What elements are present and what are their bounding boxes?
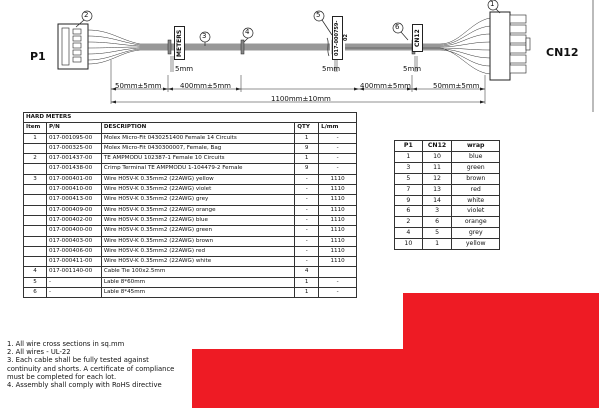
bom-row <box>24 164 357 174</box>
bom-row <box>24 257 357 267</box>
pinout-cell-cn12: 10 <box>422 151 452 162</box>
pinout-cell-p1: 9 <box>395 195 423 206</box>
bom-row <box>24 174 357 184</box>
bom-row <box>24 133 357 143</box>
bom-cell-qty: - <box>295 185 319 195</box>
bom-cell-item <box>24 164 47 174</box>
bom-row <box>24 154 357 164</box>
bom-row <box>24 143 357 153</box>
cable-label-cn12: CN12 <box>412 24 423 52</box>
bom-cell-qty: - <box>295 236 319 246</box>
note-line: 4. Assembly shall comply with RoHS directive <box>7 381 162 390</box>
bom-cell-qty: 1 <box>295 154 319 164</box>
bom-row <box>24 246 357 256</box>
bom-cell-item <box>24 143 47 153</box>
bom-cell-length: 1110 <box>319 215 357 225</box>
bom-cell-pn: 017-000403-00 <box>46 236 101 246</box>
dim-right-end: 50mm±5mm <box>433 82 480 90</box>
pinout-cell-wrap: brown <box>452 173 500 184</box>
bom-cell-qty: 1 <box>295 277 319 287</box>
bom-cell-description: Crimp Terminal TE AMPMODU 1-104479-2 Female <box>101 164 294 174</box>
bom-cell-pn: 017-000400-00 <box>46 226 101 236</box>
bom-cell-pn: 017-001438-00 <box>46 164 101 174</box>
bom-cell-qty: 9 <box>295 143 319 153</box>
bom-cell-length: 1110 <box>319 174 357 184</box>
bom-cell-length: - <box>319 288 357 298</box>
tie-spacing-3: 5mm <box>403 65 422 73</box>
bom-cell-length: - <box>319 277 357 287</box>
pinout-cell-wrap: white <box>452 195 500 206</box>
bom-cell-item <box>24 226 47 236</box>
pinout-cell-p1: 6 <box>395 206 423 217</box>
pinout-cell-cn12: 12 <box>422 173 452 184</box>
pinout-row <box>395 184 500 195</box>
bom-header-qty: QTY <box>295 123 319 133</box>
pinout-row <box>395 206 500 217</box>
bom-cell-description: Lable 8*45mm <box>101 288 294 298</box>
pinout-row <box>395 228 500 239</box>
bom-cell-item <box>24 195 47 205</box>
bom-cell-length: 1110 <box>319 226 357 236</box>
pinout-cell-wrap: yellow <box>452 239 500 250</box>
bom-cell-pn: 017-000401-00 <box>46 174 101 184</box>
bom-cell-qty: 4 <box>295 267 319 277</box>
bom-cell-qty: - <box>295 226 319 236</box>
bom-header-description: DESCRIPTION <box>101 123 294 133</box>
bom-cell-description: Wire H05V-K 0.35mm2 (22AWG) yellow <box>101 174 294 184</box>
note-line: must be completed for each lot. <box>7 372 117 381</box>
bom-cell-description: Wire H05V-K 0.35mm2 (22AWG) green <box>101 226 294 236</box>
bom-cell-description: Wire H05V-K 0.35mm2 (22AWG) violet <box>101 185 294 195</box>
bom-cell-length: 1110 <box>319 195 357 205</box>
pinout-cell-p1: 10 <box>395 239 423 250</box>
bom-cell-length: - <box>319 164 357 174</box>
bom-header-length: L/mm <box>319 123 357 133</box>
bom-cell-description: Molex Micro-Fit 0430251400 Female 14 Circuits <box>101 133 294 143</box>
red-overlay-block-lower <box>192 349 404 408</box>
bom-cell-item: 3 <box>24 174 47 184</box>
balloon-1: 1 <box>490 0 495 8</box>
bom-cell-qty: 1 <box>295 133 319 143</box>
pinout-cell-p1: 1 <box>395 151 423 162</box>
pinout-cell-cn12: 13 <box>422 184 452 195</box>
bom-row <box>24 236 357 246</box>
bom-cell-description: Cable Tie 100x2.5mm <box>101 267 294 277</box>
bom-row <box>24 267 357 277</box>
bom-row <box>24 195 357 205</box>
pinout-cell-wrap: blue <box>452 151 500 162</box>
bom-cell-item: 6 <box>24 288 47 298</box>
pinout-table <box>394 140 500 250</box>
pinout-cell-cn12: 11 <box>422 162 452 173</box>
bom-cell-item <box>24 185 47 195</box>
cable-label-meters: METERS <box>174 26 185 60</box>
pinout-cell-cn12: 6 <box>422 217 452 228</box>
bom-cell-description: Wire H05V-K 0.35mm2 (22AWG) orange <box>101 205 294 215</box>
cable-label-part-number: 017-000759-02 <box>332 16 343 60</box>
bom-row <box>24 226 357 236</box>
bom-cell-pn: - <box>46 277 101 287</box>
bom-cell-pn: 017-001095-00 <box>46 133 101 143</box>
bom-cell-description: Wire H05V-K 0.35mm2 (22AWG) white <box>101 257 294 267</box>
bom-cell-length: - <box>319 133 357 143</box>
balloon-6: 6 <box>395 23 400 31</box>
note-line: 2. All wires - UL-22 <box>7 348 71 357</box>
bom-cell-qty: - <box>295 174 319 184</box>
pinout-cell-wrap: grey <box>452 228 500 239</box>
bom-cell-length: 1110 <box>319 185 357 195</box>
bom-cell-item <box>24 205 47 215</box>
pinout-row <box>395 173 500 184</box>
bom-cell-length: - <box>319 143 357 153</box>
pinout-cell-wrap: violet <box>452 206 500 217</box>
bom-cell-item: 5 <box>24 277 47 287</box>
bom-cell-description: TE AMPMODU 102387-1 Female 10 Circuits <box>101 154 294 164</box>
notes <box>7 340 174 389</box>
dim-left-end: 50mm±5mm <box>115 82 162 90</box>
balloon-4: 4 <box>245 28 250 36</box>
bill-of-materials-table <box>23 112 357 298</box>
bom-cell-description: Molex Micro-Fit 0430300007, Female, Bag <box>101 143 294 153</box>
bom-cell-description: Lable 8*60mm <box>101 277 294 287</box>
pinout-cell-p1: 7 <box>395 184 423 195</box>
balloon-2: 2 <box>84 11 89 19</box>
pinout-cell-p1: 3 <box>395 162 423 173</box>
pinout-cell-cn12: 14 <box>422 195 452 206</box>
bom-cell-pn: 017-000413-00 <box>46 195 101 205</box>
bom-row <box>24 277 357 287</box>
bom-cell-description: Wire H05V-K 0.35mm2 (22AWG) brown <box>101 236 294 246</box>
bom-header-item: Item <box>24 123 47 133</box>
bom-cell-description: Wire H05V-K 0.35mm2 (22AWG) blue <box>101 215 294 225</box>
bom-cell-qty: - <box>295 195 319 205</box>
pinout-row <box>395 162 500 173</box>
bom-row <box>24 205 357 215</box>
pinout-cell-cn12: 3 <box>422 206 452 217</box>
tie-spacing-1: 5mm <box>175 65 194 73</box>
bom-cell-item <box>24 236 47 246</box>
pinout-row <box>395 151 500 162</box>
bom-cell-qty: 1 <box>295 288 319 298</box>
note-line: 3. Each cable shall be fully tested against <box>7 356 149 365</box>
balloons <box>76 0 500 46</box>
connector-p1-label: P1 <box>30 50 46 63</box>
pinout-cell-wrap: green <box>452 162 500 173</box>
bom-row <box>24 215 357 225</box>
pinout-row <box>395 239 500 250</box>
pinout-cell-cn12: 5 <box>422 228 452 239</box>
cn12-connector-body <box>490 12 510 80</box>
pin-header-cn12: CN12 <box>422 141 452 152</box>
pin-header-wrap: wrap <box>452 141 500 152</box>
bom-cell-qty: - <box>295 215 319 225</box>
bom-cell-length: 1110 <box>319 246 357 256</box>
bom-header-pn: P/N <box>46 123 101 133</box>
tie-spacing-2: 5mm <box>322 65 341 73</box>
connector-cn12-label: CN12 <box>546 46 579 59</box>
bom-cell-length: - <box>319 154 357 164</box>
pinout-row <box>395 195 500 206</box>
dim-left-mid: 400mm±5mm <box>180 82 231 90</box>
dim-total: 1100mm±10mm <box>271 95 331 103</box>
pinout-cell-cn12: 1 <box>422 239 452 250</box>
pinout-cell-p1: 2 <box>395 217 423 228</box>
bom-cell-pn: - <box>46 288 101 298</box>
bom-cell-item: 4 <box>24 267 47 277</box>
bom-cell-pn: 017-001140-00 <box>46 267 101 277</box>
balloon-3: 3 <box>202 32 207 40</box>
bom-cell-item <box>24 215 47 225</box>
bom-title: HARD METERS <box>24 113 357 123</box>
bom-row <box>24 288 357 298</box>
bom-cell-pn: 017-000325-00 <box>46 143 101 153</box>
bom-row <box>24 185 357 195</box>
bom-cell-qty: 9 <box>295 164 319 174</box>
bom-cell-length: 1110 <box>319 236 357 246</box>
bom-cell-qty: - <box>295 246 319 256</box>
bom-cell-length: 1110 <box>319 205 357 215</box>
pinout-cell-p1: 4 <box>395 228 423 239</box>
bom-cell-item: 2 <box>24 154 47 164</box>
bom-cell-length: 1110 <box>319 257 357 267</box>
bom-cell-qty: - <box>295 205 319 215</box>
pinout-row <box>395 217 500 228</box>
bom-cell-pn: 017-000410-00 <box>46 185 101 195</box>
bom-cell-pn: 017-000411-00 <box>46 257 101 267</box>
note-line: continuity and shorts. A certificate of compliance <box>7 364 175 373</box>
bom-cell-description: Wire H05V-K 0.35mm2 (22AWG) grey <box>101 195 294 205</box>
bom-cell-pn: 017-000402-00 <box>46 215 101 225</box>
bom-cell-length <box>319 267 357 277</box>
dim-right-mid: 400mm±5mm <box>360 82 411 90</box>
pinout-cell-wrap: orange <box>452 217 500 228</box>
bom-cell-qty: - <box>295 257 319 267</box>
bom-cell-pn: 017-000409-00 <box>46 205 101 215</box>
bom-cell-item <box>24 257 47 267</box>
note-line: 1. All wire cross sections in sq.mm <box>7 340 125 348</box>
wire-bundle <box>88 18 490 74</box>
bom-cell-pn: 017-001437-00 <box>46 154 101 164</box>
bom-cell-description: Wire H05V-K 0.35mm2 (22AWG) red <box>101 246 294 256</box>
pinout-cell-p1: 5 <box>395 173 423 184</box>
red-overlay-block <box>403 293 599 408</box>
bom-cell-pn: 017-000406-00 <box>46 246 101 256</box>
balloon-5: 5 <box>316 11 321 19</box>
bom-cell-item: 1 <box>24 133 47 143</box>
bom-cell-item <box>24 246 47 256</box>
pin-header-p1: P1 <box>395 141 423 152</box>
pinout-cell-wrap: red <box>452 184 500 195</box>
